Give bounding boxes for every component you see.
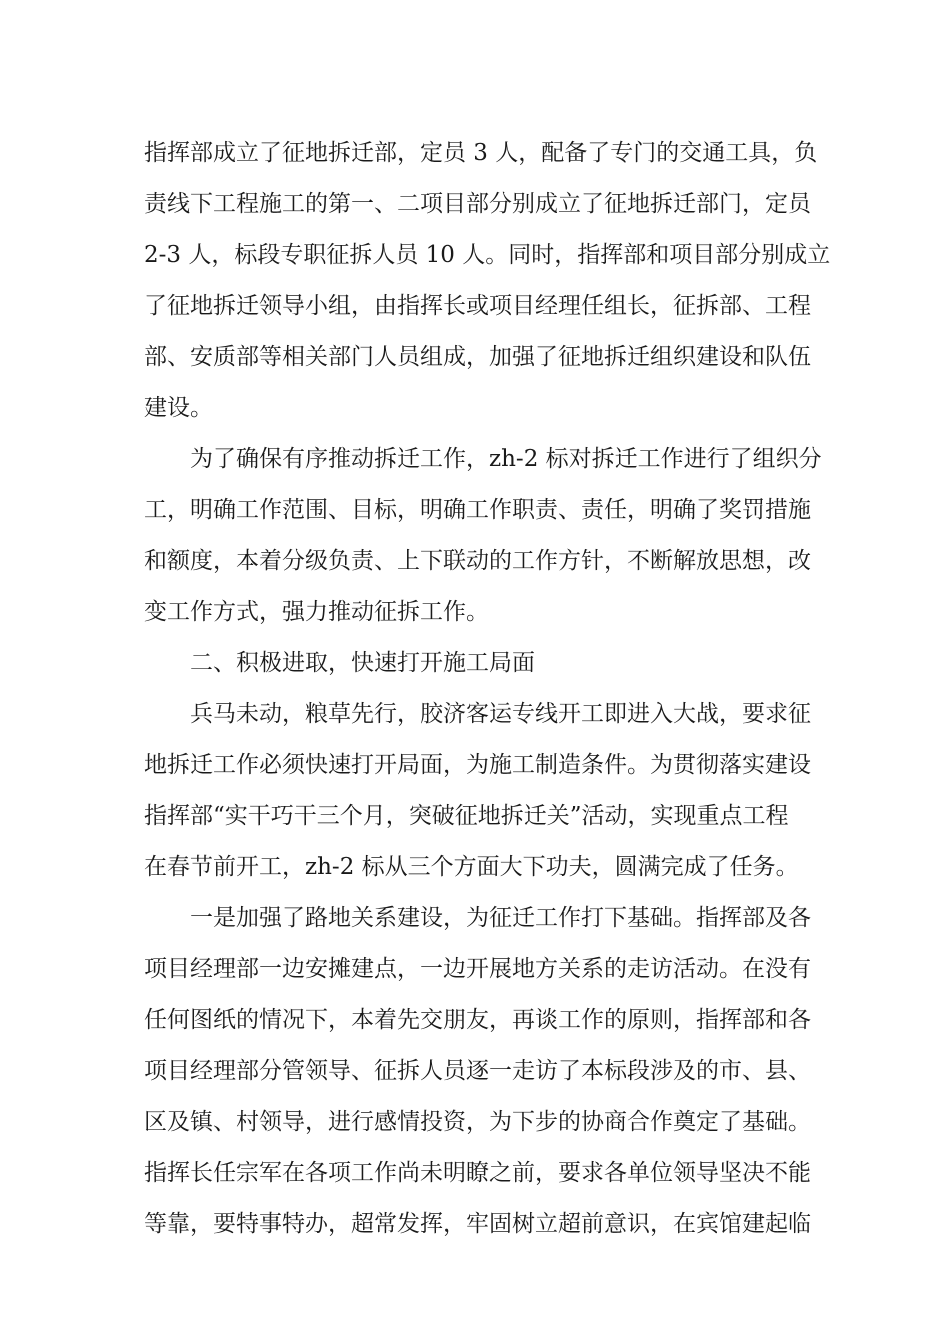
text-line: 指挥部“实干巧干三个月，突破征地拆迁关”活动，实现重点工程 [144,803,789,829]
paragraph-first-line: 为了确保有序推动拆迁工作，zh-2 标对拆迁工作进行了组织分 [190,446,822,472]
text-line: 等靠，要特事特办，超常发挥，牢固树立超前意识，在宾馆建起临 [144,1211,811,1237]
text-line: 任何图纸的情况下，本着先交朋友，再谈工作的原则，指挥部和各 [144,1007,811,1033]
text-line: 项目经理部一边安摊建点，一边开展地方关系的走访活动。在没有 [144,956,811,982]
text-line: 指挥部成立了征地拆迁部，定员 3 人，配备了专门的交通工具，负 [144,140,818,166]
text-line: 变工作方式，强力推动征拆工作。 [144,599,489,625]
text-line: 指挥长任宗军在各项工作尚未明瞭之前，要求各单位领导坚决不能 [144,1160,811,1186]
text-line: 部、安质部等相关部门人员组成，加强了征地拆迁组织建设和队伍 [144,344,811,370]
text-line: 项目经理部分管领导、征拆人员逐一走访了本标段涉及的市、县、 [144,1058,811,1084]
text-line: 工，明确工作范围、目标，明确工作职责、责任，明确了奖罚措施 [144,497,811,523]
text-line: 责线下工程施工的第一、二项目部分别成立了征地拆迁部门，定员 [144,191,811,217]
text-line: 2-3 人，标段专职征拆人员 10 人。同时，指挥部和项目部分别成立 [144,242,831,268]
text-line: 在春节前开工，zh-2 标从三个方面大下功夫，圆满完成了任务。 [144,854,799,880]
paragraph-first-line: 兵马未动，粮草先行，胶济客运专线开工即进入大战，要求征 [190,701,811,727]
section-heading: 二、积极进取，快速打开施工局面 [190,650,535,676]
paragraph-first-line: 一是加强了路地关系建设，为征迁工作打下基础。指挥部及各 [190,905,811,931]
text-line: 了征地拆迁领导小组，由指挥长或项目经理任组长，征拆部、工程 [144,293,811,319]
text-line: 区及镇、村领导，进行感情投资，为下步的协商合作奠定了基础。 [144,1109,811,1135]
text-line: 地拆迁工作必须快速打开局面，为施工制造条件。为贯彻落实建设 [144,752,811,778]
text-line: 建设。 [144,395,213,421]
text-line: 和额度，本着分级负责、上下联动的工作方针，不断解放思想，改 [144,548,811,574]
